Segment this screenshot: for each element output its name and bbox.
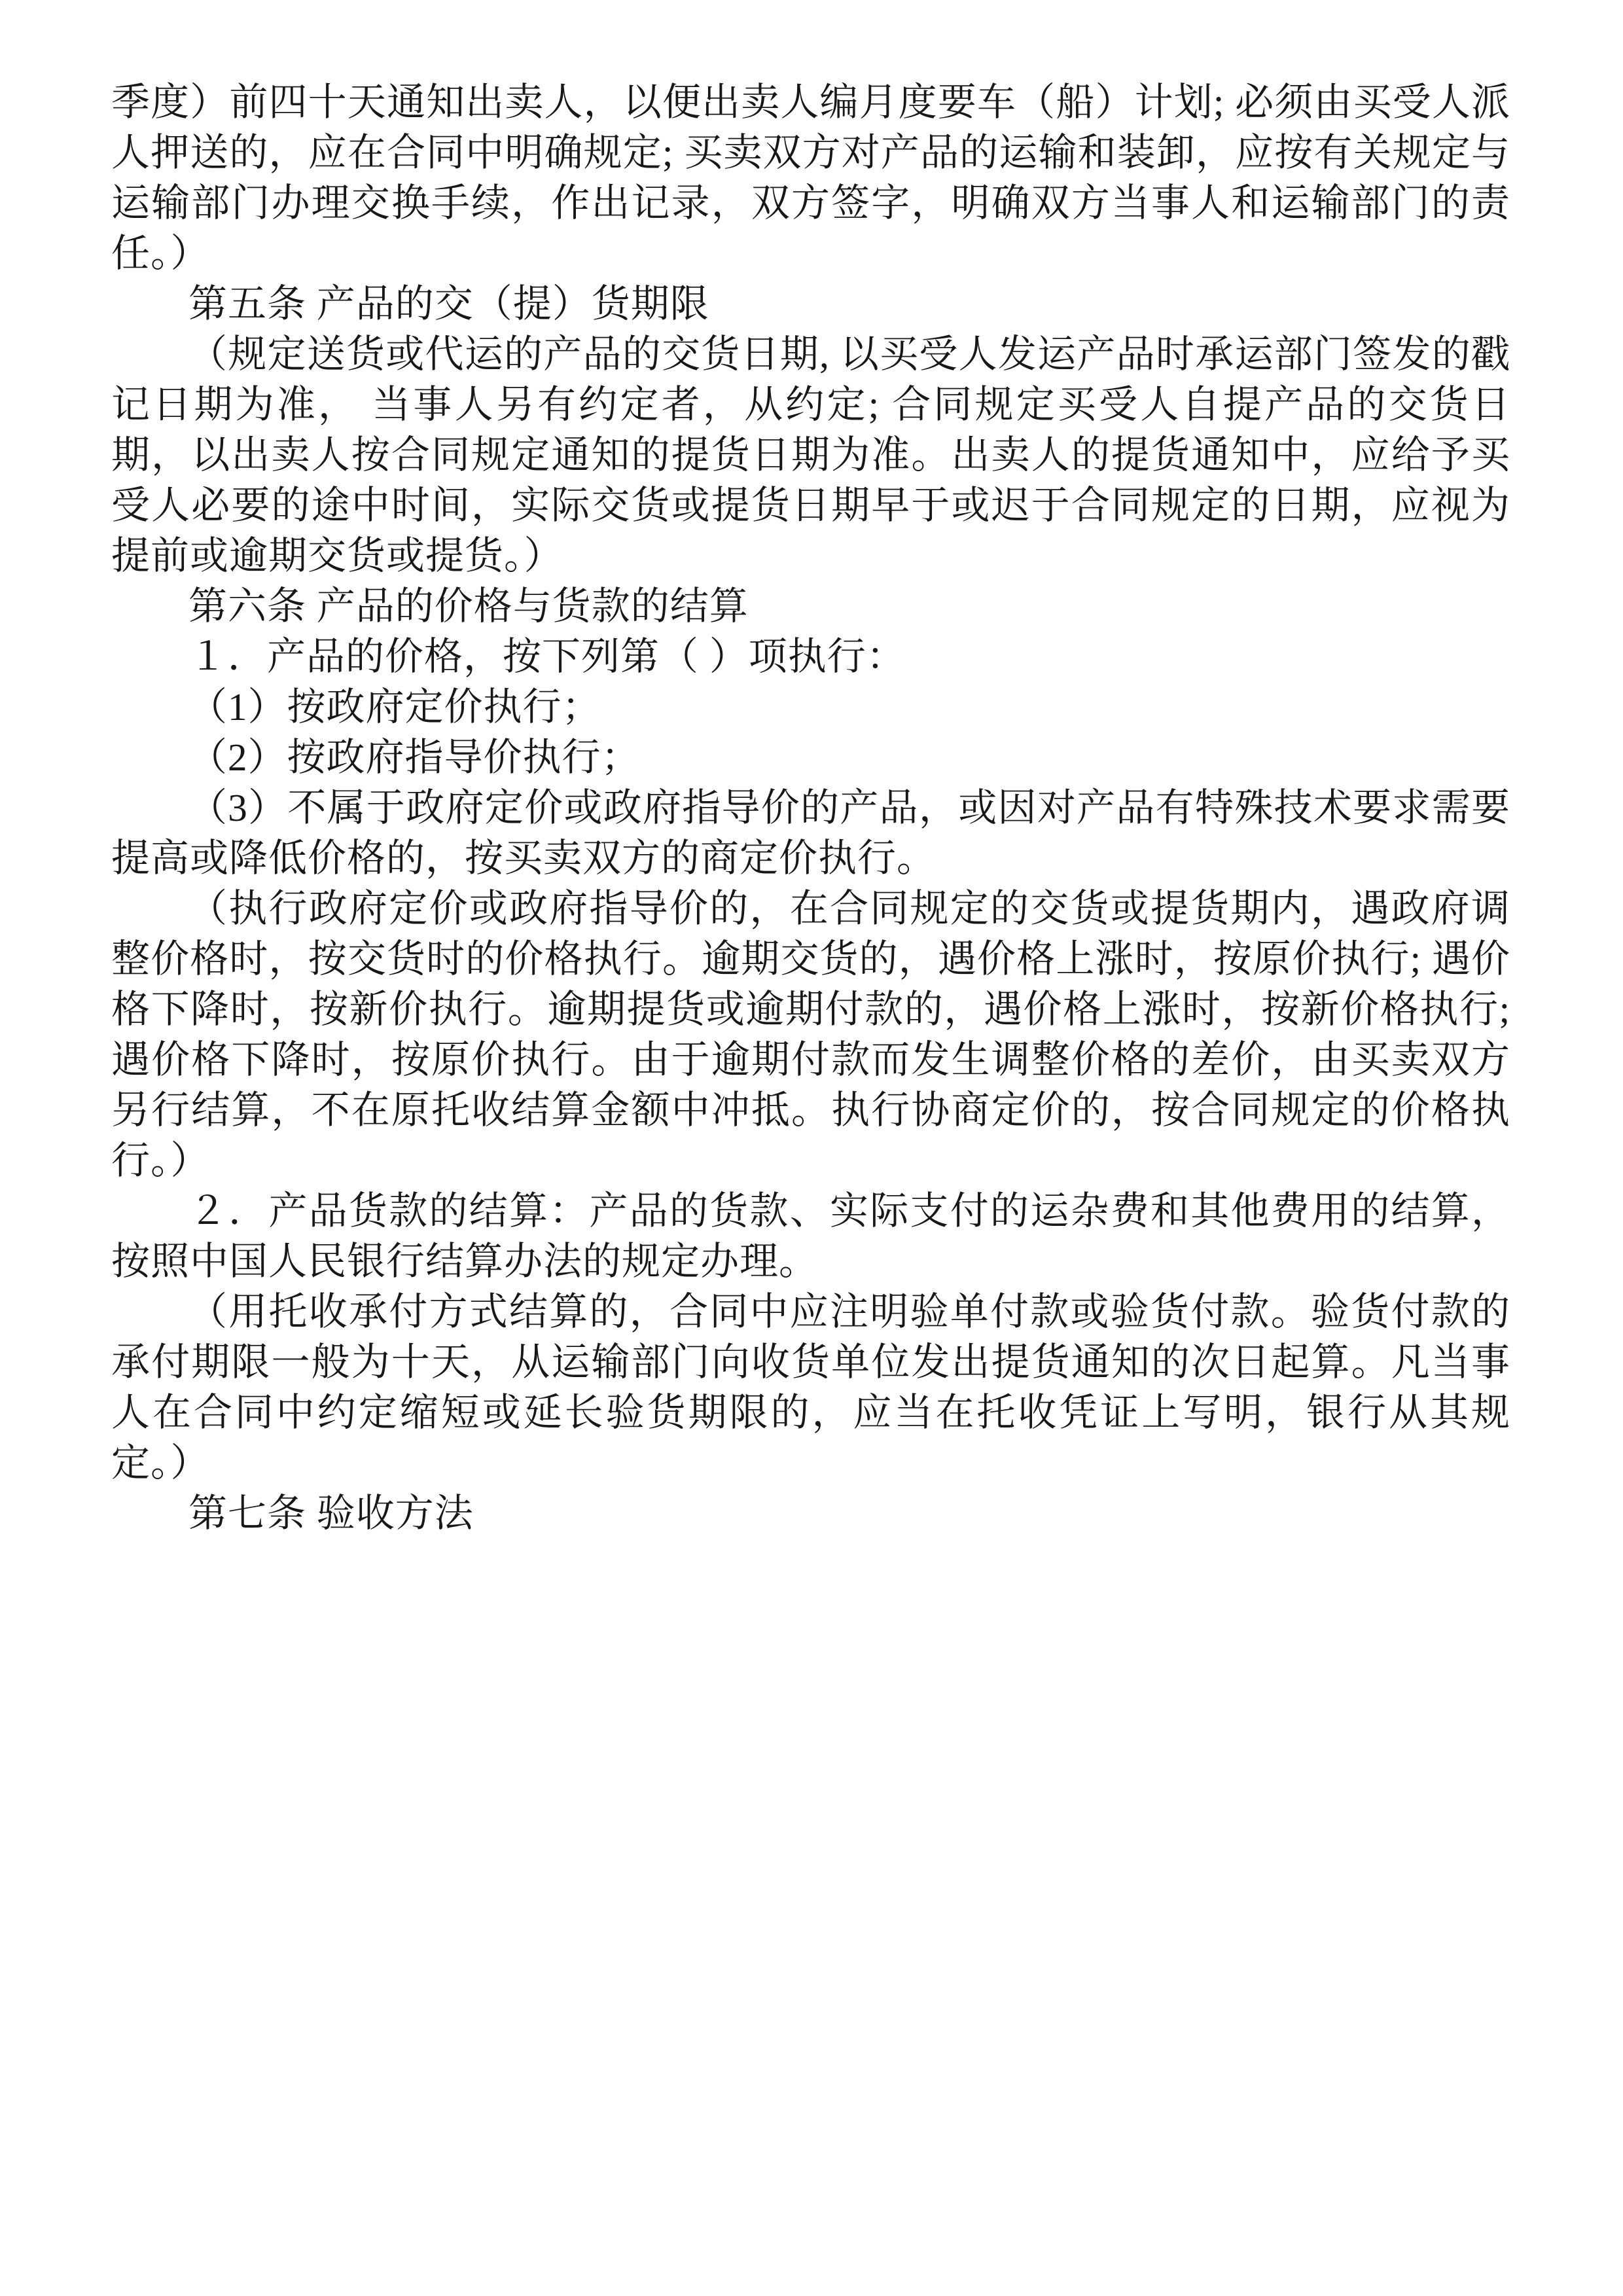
clause-6-item-1: １．产品的价格，按下列第（ ）项执行： [188, 635, 906, 678]
clause-6-item-1-note: （执行政府定价或政府指导价的，在合同规定的交货或提货期内，遇政府调整价格时，按交货时的价格执行。逾期交货的，遇价格上涨时，按原价执行; 遇价格下降时，按新价执行。逾期提货或逾期付款的，遇价格上涨时，按新价格执行; 遇价格下降时，按原价执行。由于逾期付款而发生调整价格的差价，由买卖双方另行结算，不在原托收结算金额中冲抵。执行协商定价的，按合同规定的价格执行。） [111, 887, 1510, 1182]
clause-6-item-1-option-2: （2）按政府指导价执行； [188, 736, 641, 779]
clause-6-item-1-option-1: （1）按政府定价执行； [188, 685, 601, 728]
clause-6-item-2-note: （用托收承付方式结算的，合同中应注明验单付款或验货付款。验货付款的承付期限一般为十天，从运输部门向收货单位发出提货通知的次日起算。凡当事人在合同中约定缩短或延长验货期限的，应当在托收凭证上写明，银行从其规定。） [111, 1290, 1510, 1484]
clause-7-heading: 第七条 验收方法 [188, 1492, 474, 1535]
clause-6-item-1-option-3: （3）不属于政府定价或政府指导价的产品，或因对产品有特殊技术要求需要提高或降低价格的，按买卖双方的商定价执行。 [111, 786, 1510, 880]
clause-5-heading: 第五条 产品的交（提）货期限 [188, 282, 709, 325]
clause-5-body: （规定送货或代运的产品的交货日期, 以买受人发运产品时承运部门签发的戳记日期为准， 当事人另有约定者，从约定; 合同规定买受人自提产品的交货日期，以出卖人按合同规定通知的提货日期为准。出卖人的提货通知中，应给予买受人必要的途中时间，实际交货或提货日期早于或迟于合同规定的日期，应视为提前或逾期交货或提货。） [111, 332, 1510, 577]
clause-6-heading: 第六条 产品的价格与货款的结算 [188, 584, 749, 628]
paragraph-continuation: 季度）前四十天通知出卖人，以便出卖人编月度要车（船）计划; 必须由买受人派人押送的，应在合同中明确规定; 买卖双方对产品的运输和装卸，应按有关规定与运输部门办理交换手续，作出记录，双方签字，明确双方当事人和运输部门的责任。） [111, 81, 1510, 275]
clause-6-item-2: ２．产品货款的结算：产品的货款、实际支付的运杂费和其他费用的结算，按照中国人民银行结算办法的规定办理。 [111, 1189, 1510, 1283]
